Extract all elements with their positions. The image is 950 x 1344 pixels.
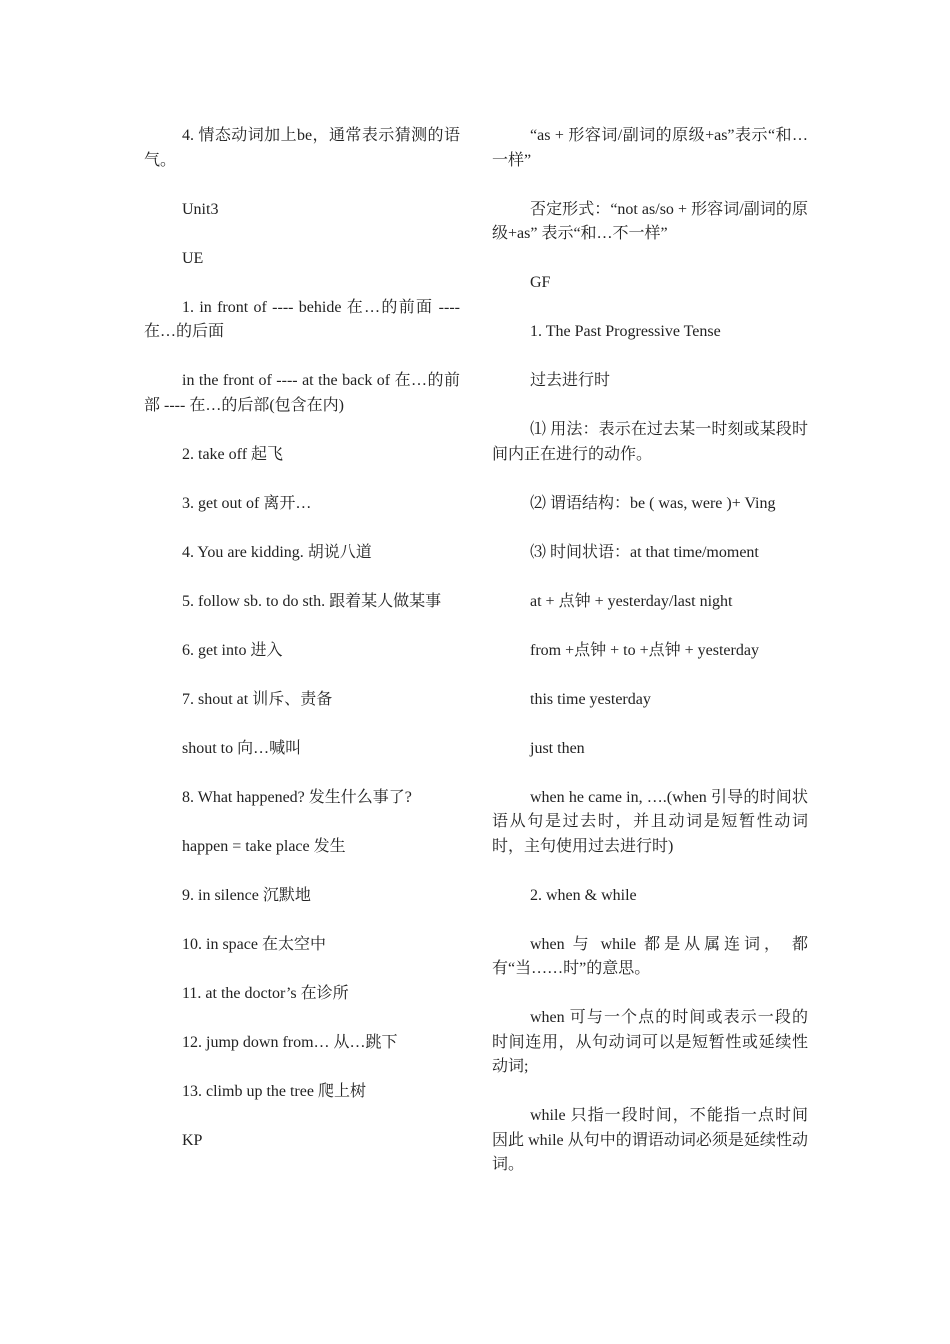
right-paragraph: ⑶ 时间状语：at that time/moment	[530, 543, 759, 561]
right-paragraph: when 与 while 都是从属连词， 都有“当……时”的意思。	[492, 935, 808, 977]
right-paragraph: 1. The Past Progressive Tense	[530, 323, 721, 340]
left-paragraph: 7. shout at 训斥、责备	[182, 690, 333, 708]
left-paragraph: happen = take place 发生	[182, 837, 346, 855]
right-paragraph: while 只指一段时间，不能指一点时间因此 while 从句中的谓语动词必须是延续性动词。	[492, 1107, 808, 1173]
right-paragraph: 过去进行时	[530, 372, 611, 389]
left-paragraph: 13. climb up the tree 爬上树	[182, 1082, 366, 1100]
right-paragraph: just then	[530, 739, 585, 757]
right-paragraph: ⑴ 用法：表示在过去某一时刻或某段时间内正在进行的动作。	[492, 421, 808, 463]
left-column	[144, 124, 460, 1178]
right-column	[492, 124, 808, 1202]
right-paragraph: when 可与一个点的时间或表示一段的时间连用，从句动词可以是短暂性或延续性动词;	[492, 1009, 808, 1075]
left-paragraph: 12. jump down from… 从…跳下	[182, 1033, 398, 1051]
left-paragraph: 4. 情态动词加上be，通常表示猜测的语气。	[144, 127, 460, 169]
right-paragraph: from +点钟 + to +点钟 + yesterday	[530, 641, 759, 659]
left-paragraph: 9. in silence 沉默地	[182, 886, 311, 904]
right-paragraph: 2. when & while	[530, 886, 637, 904]
left-paragraph: 3. get out of 离开…	[182, 494, 312, 512]
left-paragraph: in the front of ---- at the back of 在…的前部 ---- 在…的后部(包含在内)	[144, 372, 460, 414]
right-paragraph: this time yesterday	[530, 690, 651, 708]
right-paragraph: ⑵ 谓语结构：be ( was, were )+ Ving	[530, 494, 776, 512]
right-paragraph: at + 点钟 + yesterday/last night	[530, 592, 733, 610]
left-paragraph: Unit3	[182, 200, 219, 218]
right-paragraph: when he came in, ….(when 引导的时间状语从句是过去时，并且动词是短暂性动词时，主句使用过去进行时)	[492, 788, 808, 855]
left-paragraph: 4. You are kidding. 胡说八道	[182, 543, 372, 561]
right-paragraph: “as + 形容词/副词的原级+as”表示“和…一样”	[492, 127, 808, 169]
left-paragraph: 10. in space 在太空中	[182, 935, 326, 953]
right-paragraph: 否定形式：“not as/so + 形容词/副词的原级+as” 表示“和…不一样”	[492, 200, 808, 242]
left-paragraph: 1. in front of ---- behide 在…的前面 ----在…的后面	[144, 298, 460, 340]
left-paragraph: 2. take off 起飞	[182, 445, 284, 463]
left-paragraph: 5. follow sb. to do sth. 跟着某人做某事	[182, 592, 442, 610]
left-paragraph: KP	[182, 1131, 203, 1149]
left-paragraph: UE	[182, 249, 204, 267]
left-paragraph: 8. What happened? 发生什么事了?	[182, 788, 412, 806]
left-paragraph: shout to 向…喊叫	[182, 739, 302, 757]
right-paragraph: GF	[530, 274, 551, 291]
left-paragraph: 6. get into 进入	[182, 641, 283, 659]
left-paragraph: 11. at the doctor’s 在诊所	[182, 984, 349, 1002]
